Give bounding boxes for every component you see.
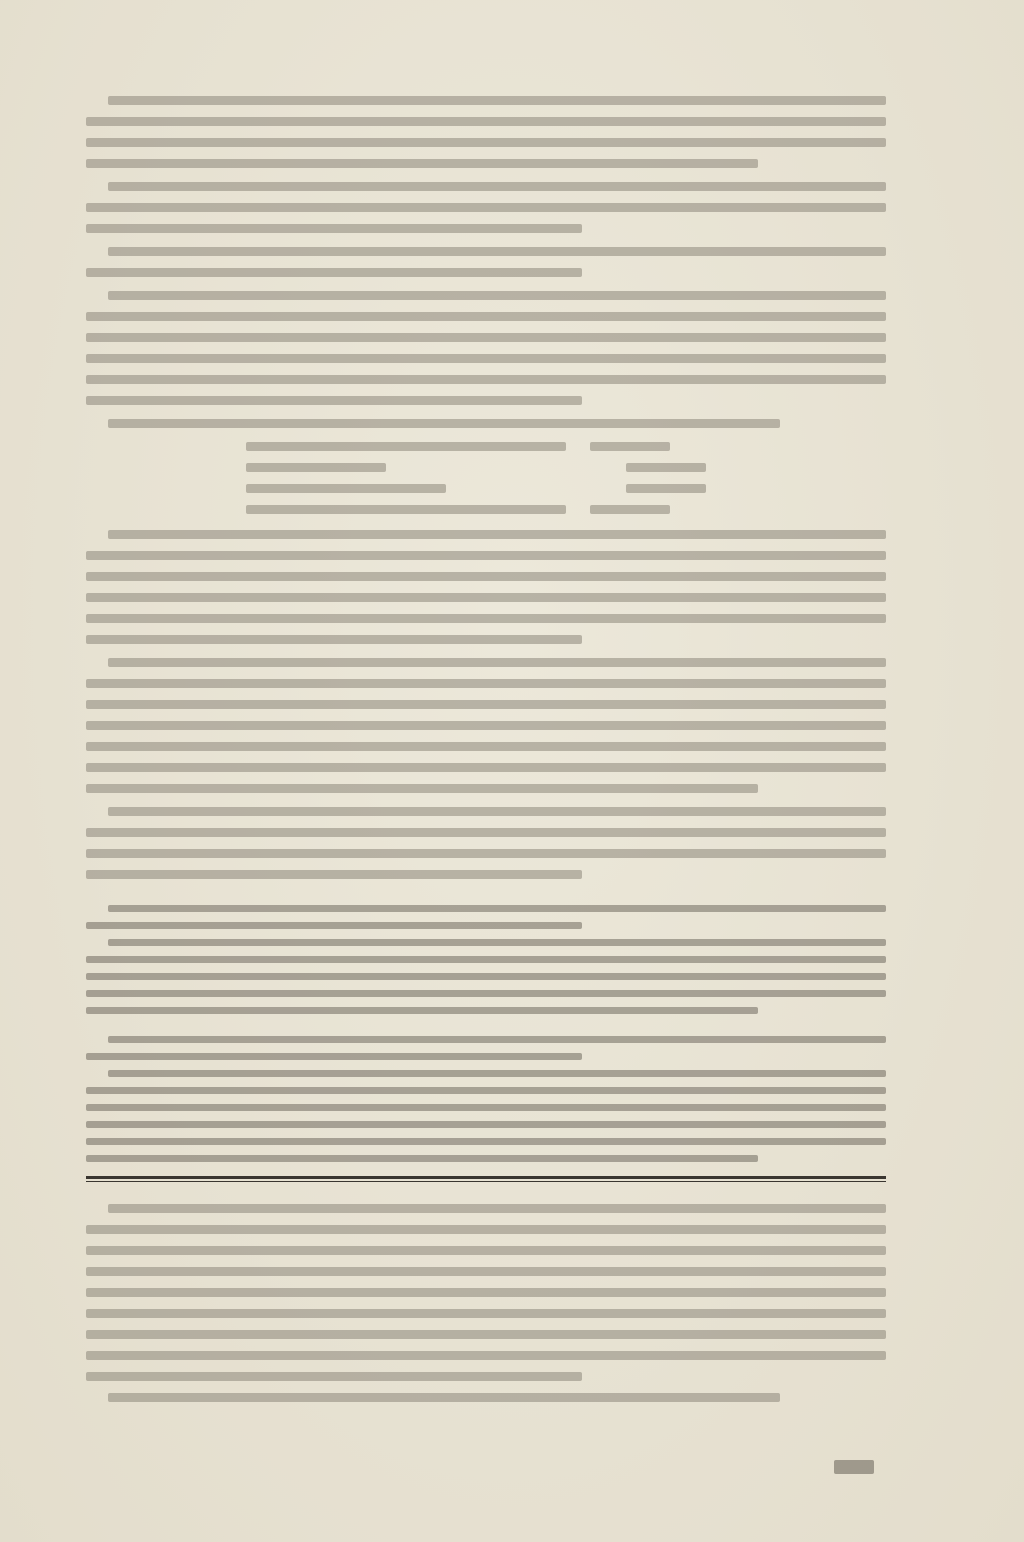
- paragraph-table-2-3: [86, 530, 886, 644]
- paragraph-zetor-costs: [86, 96, 886, 168]
- paragraph-machine-price: [86, 182, 886, 233]
- paragraph-manual-cost-intro: [86, 419, 886, 428]
- manual-cost-table: [246, 442, 706, 514]
- paragraph-table-1-ref: [86, 247, 886, 277]
- section-divider: [86, 1176, 886, 1179]
- paragraph-closing: [86, 807, 886, 879]
- page-number: [834, 1460, 874, 1474]
- cost-row: [246, 505, 706, 514]
- paragraph-summary: [86, 658, 886, 793]
- section-divider-thin: [86, 1181, 886, 1182]
- cost-row: [246, 442, 706, 451]
- paragraph-table-conclusion: [86, 291, 886, 405]
- german-summary: [86, 1036, 886, 1162]
- cost-row: [246, 463, 706, 472]
- article-body: [86, 96, 886, 1416]
- news-item-birch-sap: [86, 1204, 886, 1402]
- russian-summary: [86, 905, 886, 1014]
- cost-row: [246, 484, 706, 493]
